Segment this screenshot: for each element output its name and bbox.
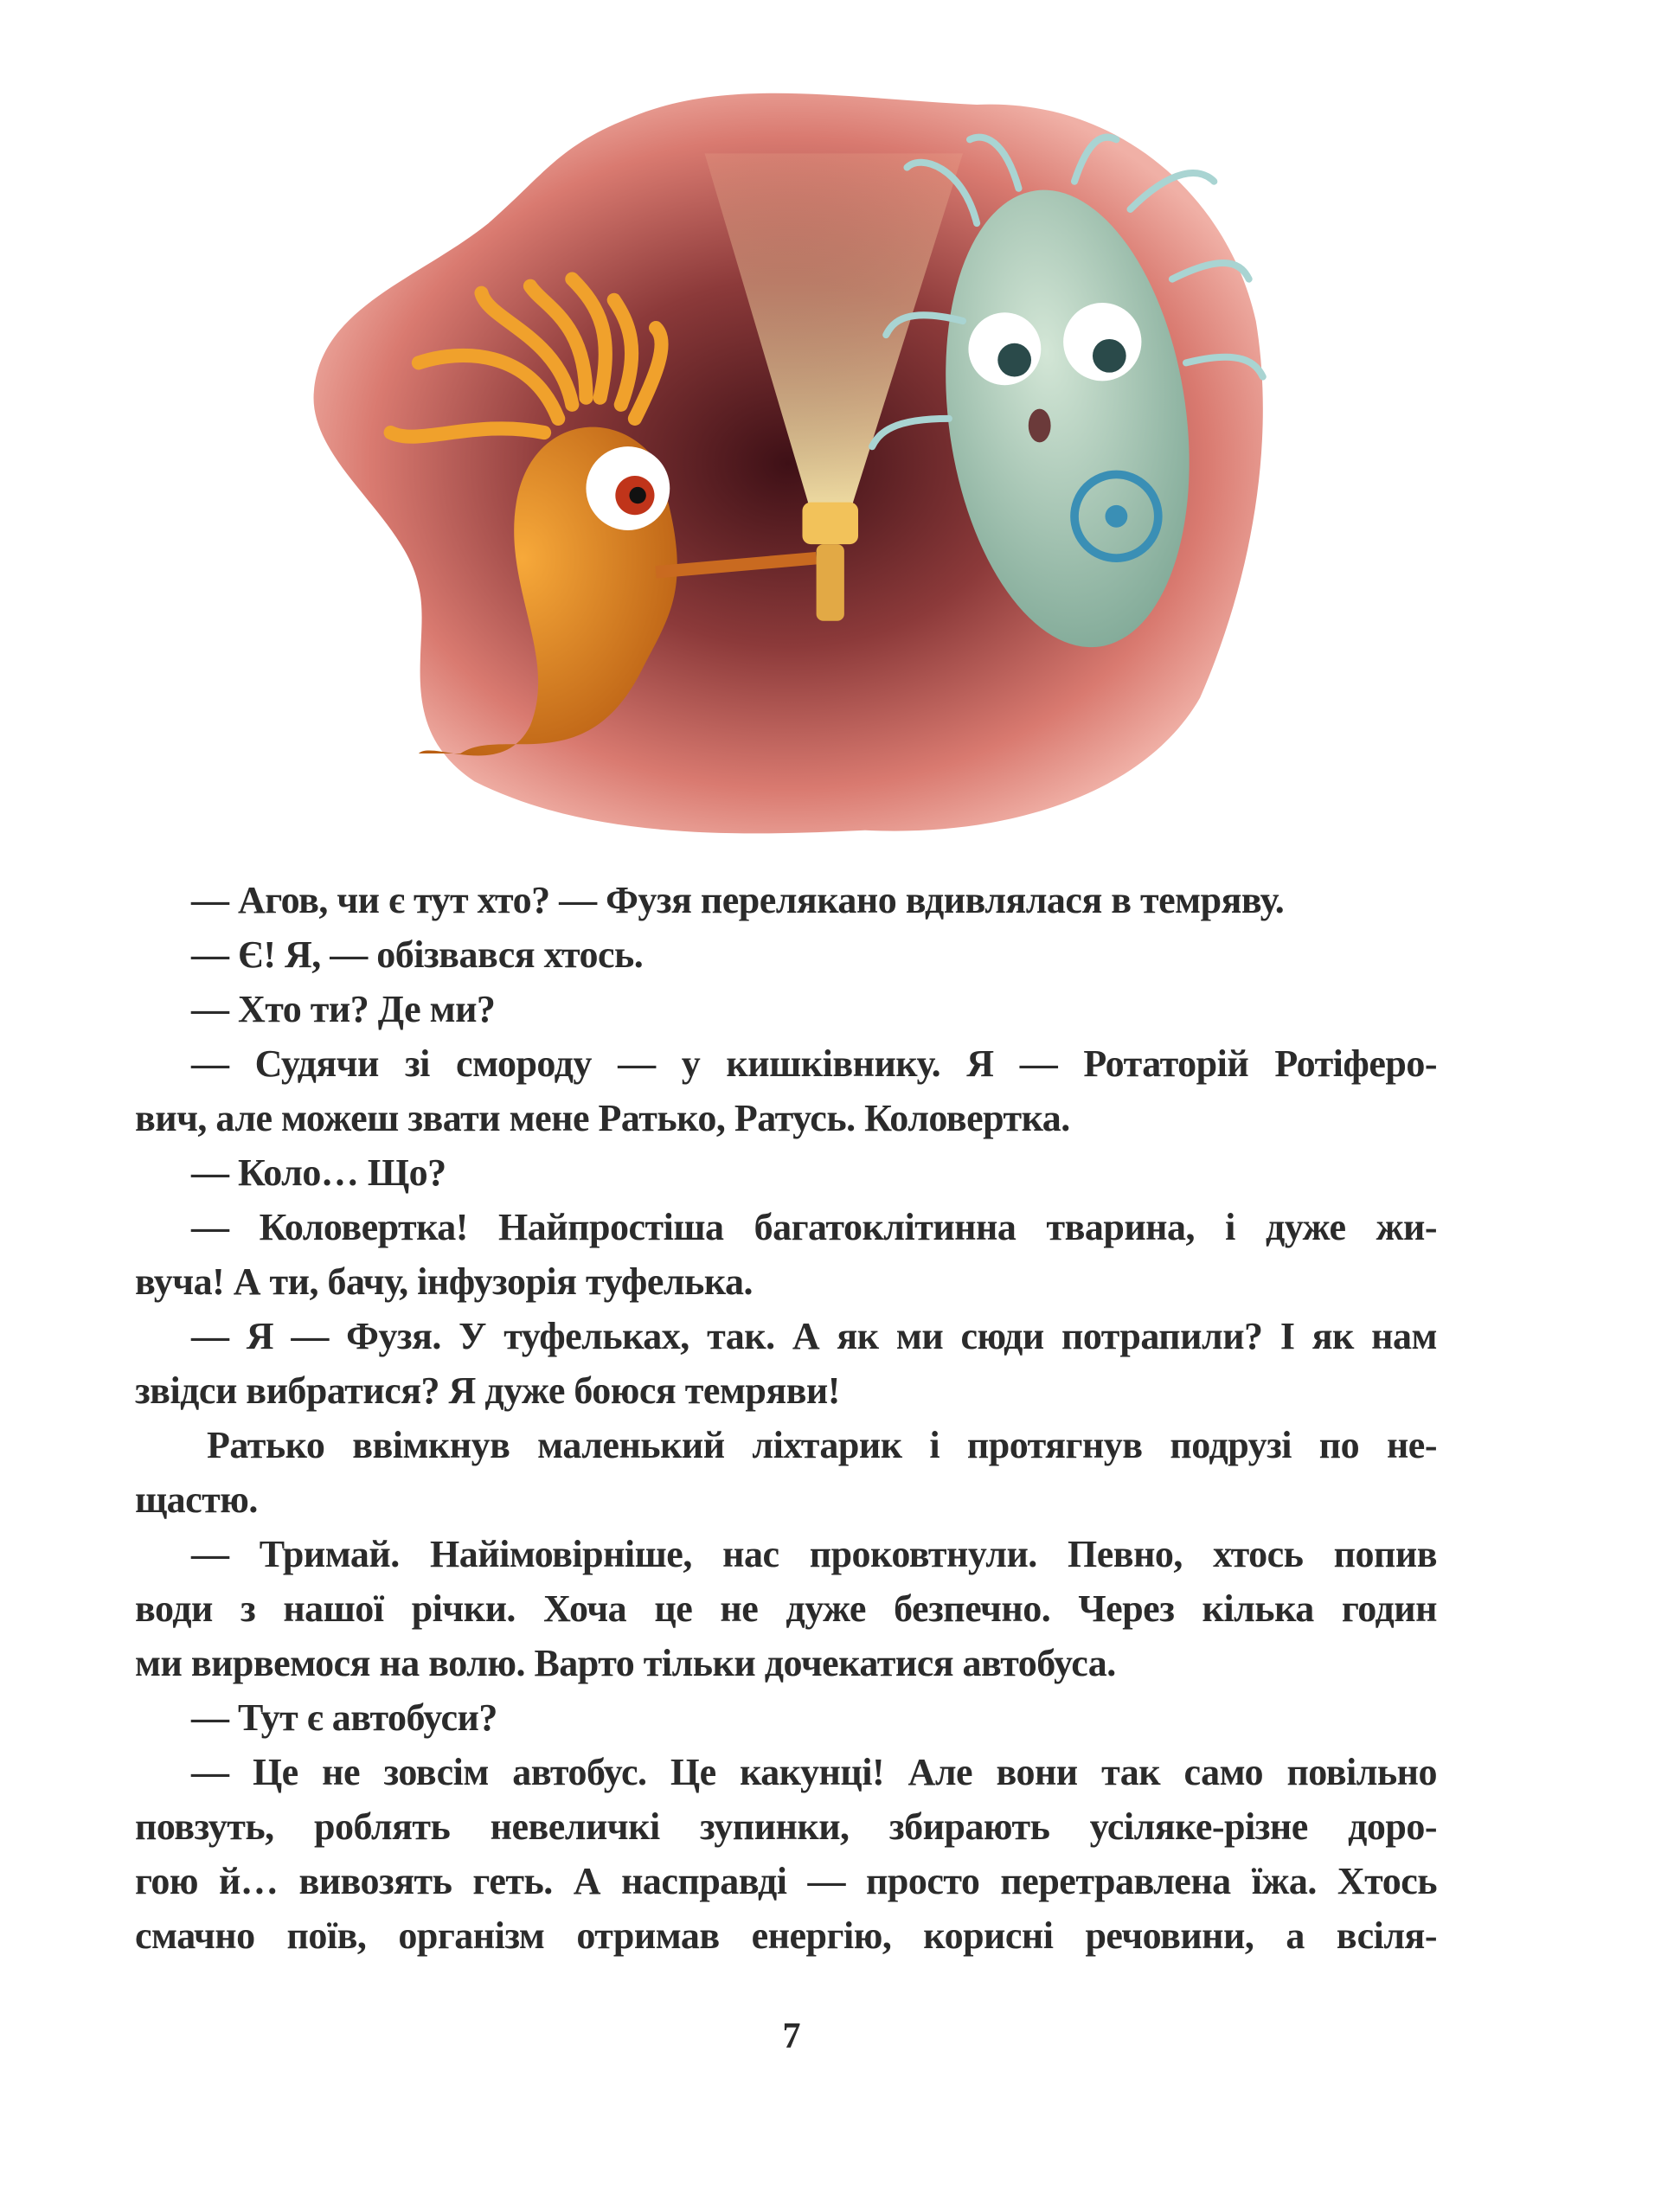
text-line: води з нашої річки. Хоча це не дуже безпечно. Через кілька годин: [135, 1587, 1437, 1630]
text-line: — Судячи зі смороду — у кишківнику. Я — Ротаторій Ротіферо-: [191, 1042, 1437, 1085]
illustration-rotifer-and-paramecium: [0, 0, 1661, 865]
text-line: щастю.: [135, 1478, 258, 1521]
text-line: Ратько ввімкнув маленький ліхтарик і протягнув подрузі по не-: [207, 1424, 1437, 1466]
text-line: ми вирвемося на волю. Варто тільки дочекатися автобуса.: [135, 1642, 1116, 1684]
text-line: — Агов, чи є тут хто? — Фузя перелякано вдивлялася в темряву.: [191, 879, 1285, 921]
text-line: — Коло… Що?: [191, 1151, 446, 1194]
text-line: — Тут є автобуси?: [191, 1696, 497, 1739]
text-line: — Я — Фузя. У туфельках, так. А як ми сюди потрапили? І як нам: [191, 1315, 1437, 1357]
page-number: 7: [782, 2016, 801, 2056]
text-line: смачно поїв, організм отримав енергію, корисні речовини, а всіля-: [135, 1914, 1437, 1957]
story-text: [135, 873, 1437, 1963]
text-line: — Хто ти? Де ми?: [191, 988, 496, 1030]
text-line: — Коловертка! Найпростіша багатоклітинна тварина, і дуже жи-: [191, 1206, 1437, 1248]
text-line: — Є! Я, — обізвався хтось.: [191, 933, 644, 976]
text-line: вич, але можеш звати мене Ратько, Ратусь. Коловертка.: [135, 1097, 1070, 1139]
text-line: — Це не зовсім автобус. Це какунці! Але вони так само повільно: [191, 1751, 1437, 1793]
text-line: повзуть, роблять невеличкі зупинки, збирають усіляке-різне доро-: [135, 1805, 1437, 1848]
text-line: звідси вибратися? Я дуже боюся темряви!: [135, 1369, 840, 1412]
text-line: гою й… вивозять геть. А насправді — просто перетравлена їжа. Хтось: [135, 1860, 1437, 1902]
text-line: — Тримай. Найімовірніше, нас проковтнули. Певно, хтось попив: [191, 1533, 1437, 1575]
text-line: вуча! А ти, бачу, інфузорія туфелька.: [135, 1260, 754, 1303]
